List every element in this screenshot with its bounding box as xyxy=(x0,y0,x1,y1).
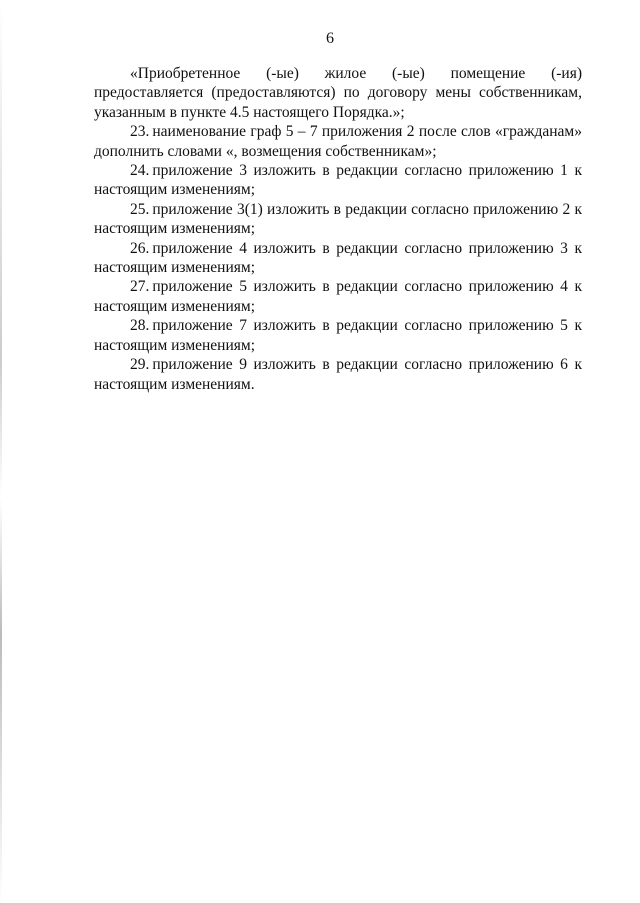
paragraph-item-24 xyxy=(94,161,582,200)
paragraph-item-29 xyxy=(94,355,582,394)
paragraph-text: приложение 3(1) изложить в редакции согласно приложению 2 к настоящим изменениям; xyxy=(94,200,582,238)
paragraph-text: приложение 7 изложить в редакции согласно приложению 5 к настоящим изменениям; xyxy=(94,317,582,354)
scan-edge-left xyxy=(0,0,2,905)
paragraph-item-23 xyxy=(94,122,582,161)
paragraph-text: приложение 5 изложить в редакции согласно приложению 4 к настоящим изменениям; xyxy=(94,278,582,315)
paragraph-item-25 xyxy=(94,200,582,239)
item-number: 23. xyxy=(130,123,150,141)
item-number: 29. xyxy=(130,356,150,374)
document-body xyxy=(94,64,582,394)
paragraph-item-26 xyxy=(94,239,582,278)
item-number: 24. xyxy=(130,162,150,180)
paragraph-text: приложение 9 изложить в редакции согласно приложению 6 к настоящим изменениям. xyxy=(94,356,582,393)
paragraph-item-27 xyxy=(94,277,582,316)
item-number: 27. xyxy=(130,278,150,296)
item-number: 28. xyxy=(130,317,150,335)
paragraph-text: «Приобретенное (-ые) жилое (-ые) помещение (-ия) предоставляется (предоставляются) по договору мены собственникам, указанным в пункте 4.5 настоящего Порядка.»; xyxy=(94,65,582,121)
item-number: 26. xyxy=(130,239,150,257)
paragraph-quote-end xyxy=(94,64,582,122)
item-number: 25. xyxy=(130,200,150,218)
paragraph-text: приложение 4 изложить в редакции согласно приложению 3 к настоящим изменениям; xyxy=(94,239,582,277)
paragraph-text: приложение 3 изложить в редакции согласно приложению 1 к настоящим изменениям; xyxy=(94,162,582,199)
paragraph-text: наименование граф 5 – 7 приложения 2 после слов «гражданам» дополнить словами «, возмещения собственникам»; xyxy=(94,123,582,160)
paragraph-item-28 xyxy=(94,316,582,355)
page-number: 6 xyxy=(326,30,334,47)
